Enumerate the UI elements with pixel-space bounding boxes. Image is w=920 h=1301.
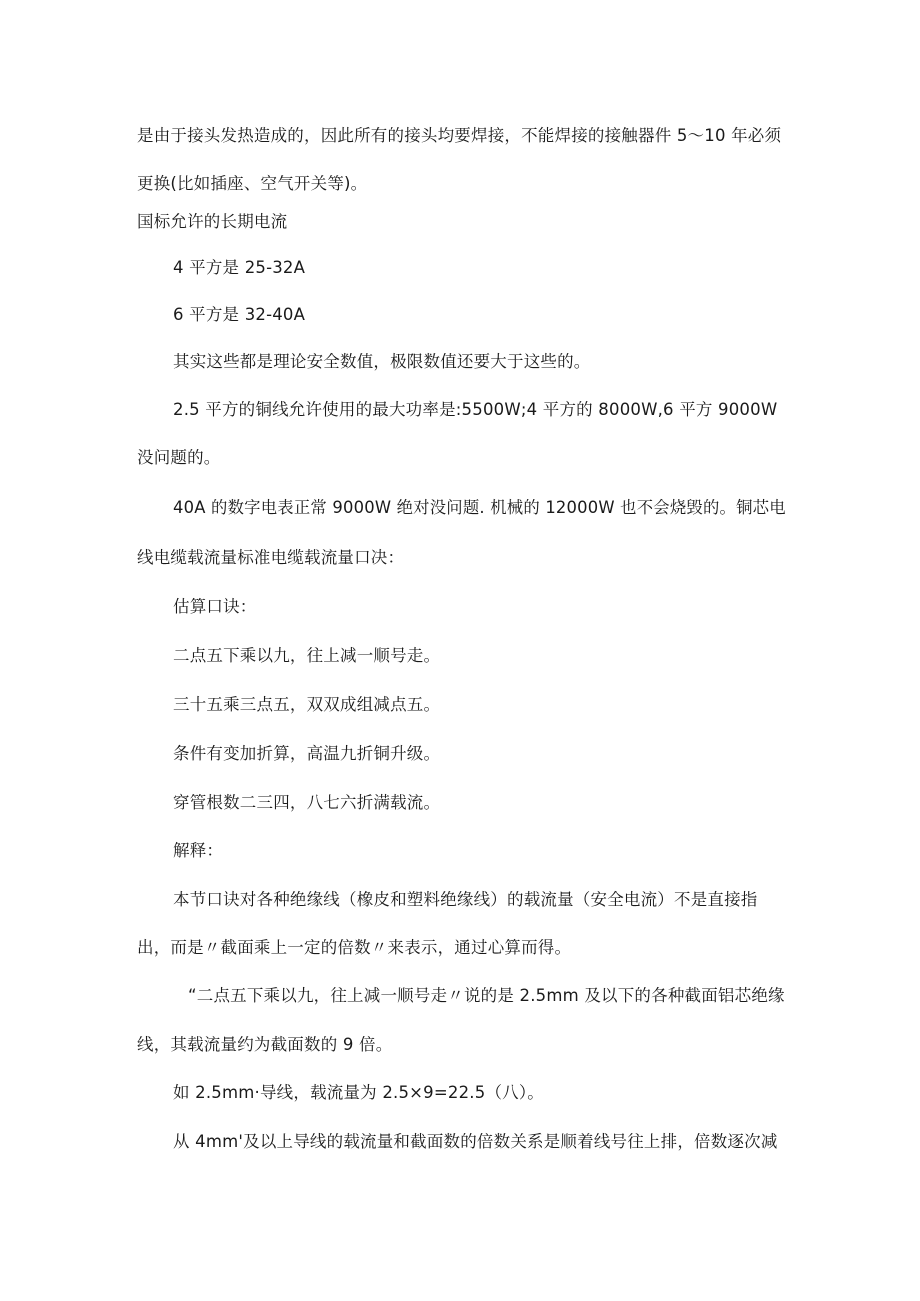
paragraph-line: 4 平方是 25-32A bbox=[173, 258, 306, 277]
paragraph-line: 估算口诀： bbox=[173, 597, 257, 616]
paragraph-line: 没问题的。 bbox=[137, 448, 221, 467]
paragraph-line: 其实这些都是理论安全数值，极限数值还要大于这些的。 bbox=[173, 352, 591, 371]
paragraph-line: 2.5 平方的铜线允许使用的最大功率是:5500W;4 平方的 8000W,6 平方 9000W bbox=[173, 400, 778, 419]
paragraph-line: 条件有变加折算，高温九折铜升级。 bbox=[173, 744, 441, 763]
paragraph-line: 出，而是〃截面乘上一定的倍数〃来表示，通过心算而得。 bbox=[137, 938, 572, 957]
paragraph-line: 本节口诀对各种绝缘线（橡皮和塑料绝缘线）的载流量（安全电流）不是直接指 bbox=[173, 890, 758, 909]
paragraph-line: 如 2.5mm·导线，载流量为 2.5×9=22.5（八）。 bbox=[173, 1083, 544, 1102]
paragraph-line: 更换(比如插座、空气开关等)。 bbox=[137, 174, 368, 193]
paragraph-line: 6 平方是 32-40A bbox=[173, 305, 306, 324]
paragraph-line: 穿管根数二三四，八七六折满载流。 bbox=[173, 793, 441, 812]
section-heading: 国标允许的长期电流 bbox=[137, 212, 288, 231]
paragraph-line: 40A 的数字电表正常 9000W 绝对没问题. 机械的 12000W 也不会烧毁的。铜芯电 bbox=[173, 498, 786, 517]
paragraph-line: 三十五乘三点五，双双成组减点五。 bbox=[173, 695, 441, 714]
paragraph-line: 线，其载流量约为截面数的 9 倍。 bbox=[137, 1035, 393, 1054]
paragraph-line: 是由于接头发热造成的，因此所有的接头均要焊接，不能焊接的接触器件 5～10 年必须 bbox=[137, 126, 782, 145]
paragraph-line: 从 4mm'及以上导线的载流量和截面数的倍数关系是顺着线号往上排，倍数逐次减 bbox=[173, 1132, 778, 1151]
paragraph-line: 二点五下乘以九，往上减一顺号走。 bbox=[173, 646, 441, 665]
paragraph-line: 线电缆载流量标准电缆载流量口决： bbox=[137, 548, 405, 567]
paragraph-line: “二点五下乘以九，往上减一顺号走〃说的是 2.5mm 及以下的各种截面铝芯绝缘 bbox=[188, 986, 785, 1005]
paragraph-line: 解释： bbox=[173, 841, 224, 860]
